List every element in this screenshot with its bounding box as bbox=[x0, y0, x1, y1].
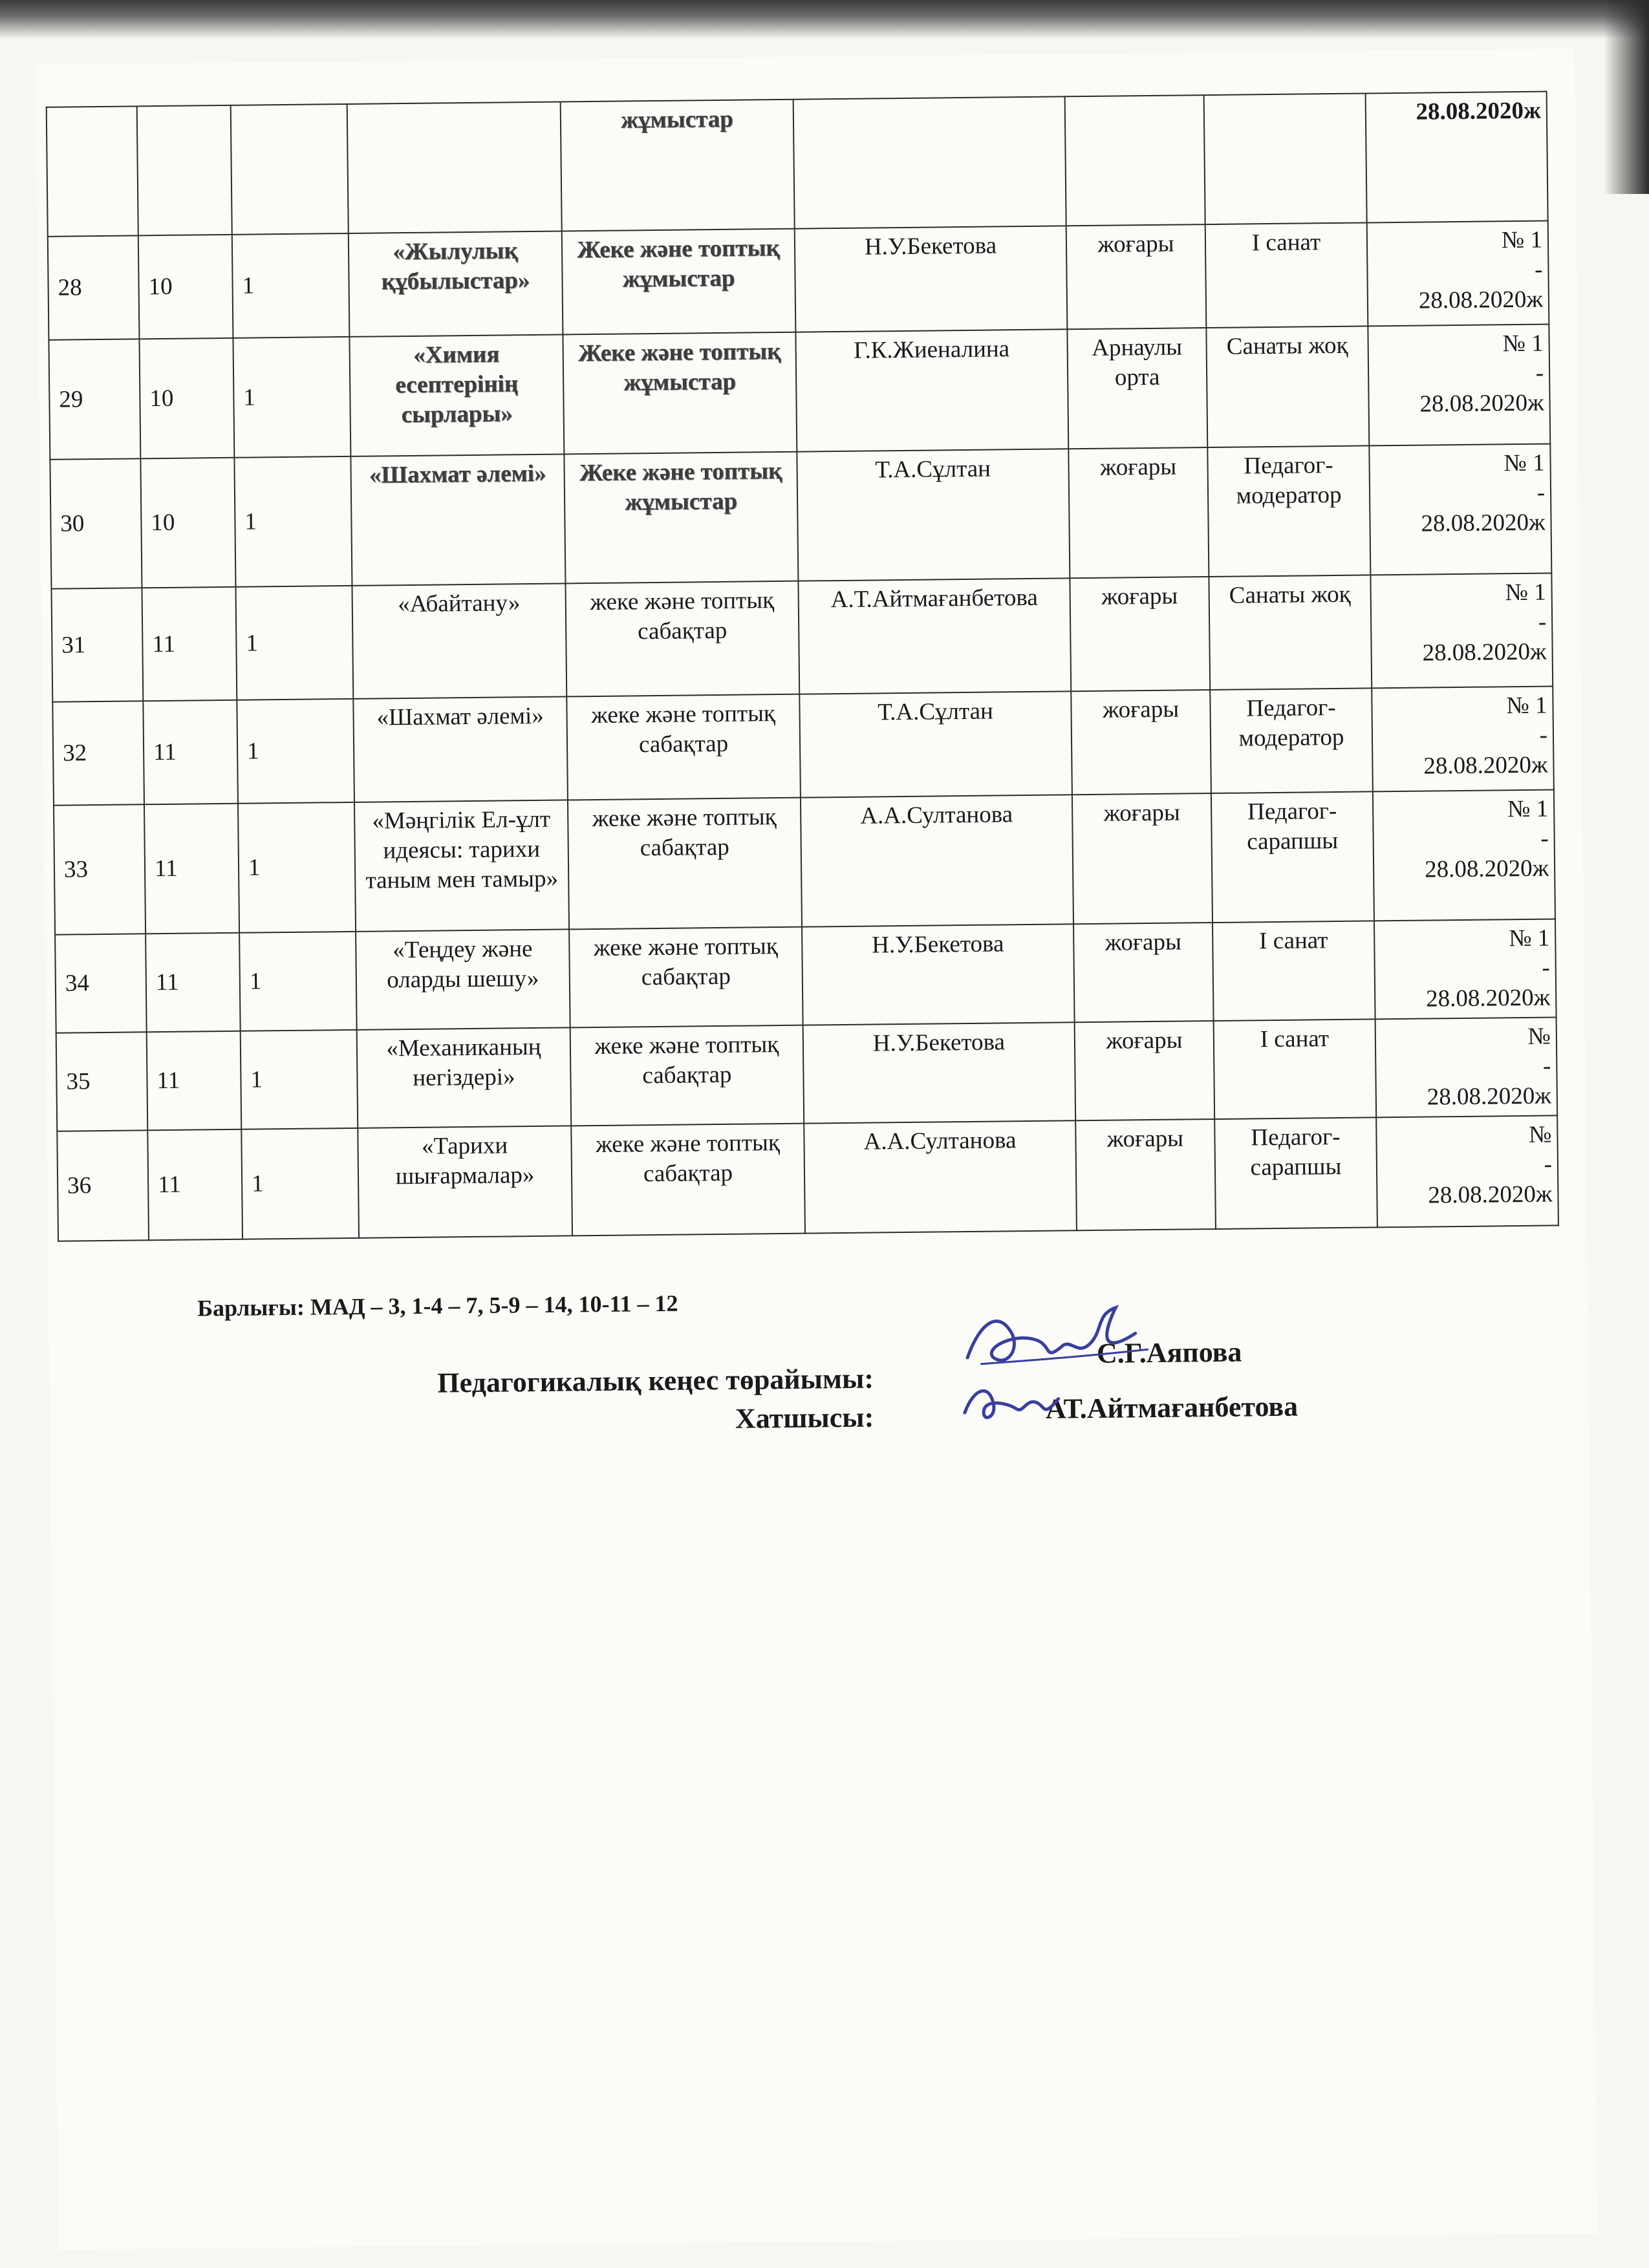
category-cell: Санаты жоқ bbox=[1209, 575, 1372, 690]
course-name-cell: «Шахмат әлемі» bbox=[350, 454, 565, 585]
education-cell: жоғары bbox=[1066, 224, 1207, 329]
grade-cell: 10 bbox=[140, 458, 235, 588]
category-cell: Педагог-модератор bbox=[1207, 445, 1370, 577]
protocol-date: 28.08.2020ж bbox=[1424, 855, 1549, 883]
hours-cell: 1 bbox=[232, 233, 350, 338]
education-cell: Арнаулы орта bbox=[1067, 328, 1207, 449]
category-cell: І санат bbox=[1205, 222, 1368, 328]
category-cell: Санаты жоқ bbox=[1206, 326, 1369, 447]
protocol-date: 28.08.2020ж bbox=[1422, 638, 1547, 667]
course-name-cell: «Мәңгілік Ел-ұлт идеясы: тарихи таным мен тамыр» bbox=[354, 800, 569, 931]
table-row bbox=[57, 1115, 1558, 1241]
scan-right-shadow bbox=[1604, 0, 1649, 194]
table-row bbox=[48, 325, 1550, 460]
totals-line: Барлығы: МАД – 3, 1-4 – 7, 5-9 – 14, 10-11 – 12 bbox=[197, 1290, 678, 1321]
course-name-cell: «Механиканың негіздері» bbox=[357, 1027, 572, 1128]
protocol-cell bbox=[1374, 919, 1557, 1019]
protocol-dash: - bbox=[1538, 608, 1547, 636]
hours-cell: 1 bbox=[241, 1030, 358, 1129]
hours-cell: 1 bbox=[238, 802, 356, 933]
chair-label: Педагогикалық кеңес төрайымы: bbox=[437, 1362, 874, 1399]
activity-type-cell: жеке және топтық сабақтар bbox=[565, 581, 799, 697]
education-cell: жоғары bbox=[1075, 1021, 1215, 1120]
hours-cell: 1 bbox=[241, 1128, 359, 1239]
grade-cell: 11 bbox=[143, 700, 238, 805]
protocol-date: 28.08.2020ж bbox=[1421, 509, 1546, 537]
row-number-cell: 36 bbox=[57, 1130, 149, 1241]
protocol-dash: - bbox=[1534, 256, 1543, 283]
activity-type-cell: жеке және топтық сабақтар bbox=[569, 927, 803, 1028]
row-number-cell: 34 bbox=[55, 934, 147, 1032]
protocol-cell bbox=[1375, 1017, 1558, 1117]
course-name-cell: «Абайтану» bbox=[352, 583, 566, 698]
row-number-cell: 29 bbox=[48, 339, 140, 459]
hours-cell: 1 bbox=[234, 456, 352, 587]
scan-top-shadow bbox=[0, 0, 1649, 39]
education-cell: жоғары bbox=[1075, 1119, 1216, 1230]
protocol-order-no: № bbox=[1528, 1121, 1552, 1148]
chair-signature-icon bbox=[954, 1294, 1161, 1380]
protocol-order-no: № 1 bbox=[1509, 925, 1550, 952]
course-name-cell: «Химия есептерінің сырлары» bbox=[349, 334, 564, 456]
course-name-cell: «Жылулық құбылыстар» bbox=[349, 231, 563, 336]
protocol-order-no: № 1 bbox=[1503, 449, 1545, 477]
row-number-cell: 35 bbox=[56, 1032, 148, 1131]
teacher-name-cell: А.Т.Айтмағанбетова bbox=[798, 578, 1071, 694]
grade-cell: 10 bbox=[139, 338, 234, 459]
protocol-dash: - bbox=[1544, 1151, 1553, 1178]
teacher-name-cell: А.А.Султанова bbox=[804, 1120, 1077, 1233]
grade-cell: 11 bbox=[147, 1129, 242, 1241]
activity-type-cell: жеке және топтық сабақтар bbox=[570, 1025, 804, 1126]
table-row bbox=[55, 919, 1556, 1032]
protocol-cell bbox=[1369, 444, 1551, 575]
protocol-dash: - bbox=[1542, 1053, 1551, 1080]
protocol-dash: - bbox=[1536, 479, 1546, 506]
secretary-signature-icon bbox=[954, 1373, 1072, 1432]
activity-type-cell: Жеке және топтық жұмыстар bbox=[562, 229, 796, 335]
education-cell: жоғары bbox=[1072, 793, 1212, 924]
protocol-cell bbox=[1368, 325, 1550, 446]
courses-table bbox=[46, 91, 1559, 1242]
grade-cell: 11 bbox=[147, 1031, 242, 1131]
hours-cell: 1 bbox=[239, 932, 357, 1031]
protocol-date: 28.08.2020ж bbox=[1423, 751, 1548, 780]
category-cell: Педагог-сарапшы bbox=[1211, 791, 1374, 923]
education-cell: жоғары bbox=[1071, 690, 1211, 795]
row-number-cell: 28 bbox=[48, 235, 140, 339]
protocol-dash: - bbox=[1540, 825, 1549, 852]
teacher-name-cell: Т.А.Сұлтан bbox=[799, 691, 1072, 797]
row-number-cell: 33 bbox=[54, 804, 146, 934]
teacher-name-cell: Т.А.Сұлтан bbox=[797, 449, 1070, 581]
education-cell: жоғары bbox=[1068, 447, 1209, 578]
course-name-cell: «Шахмат әлемі» bbox=[353, 696, 568, 802]
activity-type-cell: жеке және топтық сабақтар bbox=[566, 694, 801, 800]
protocol-cell bbox=[1373, 789, 1555, 921]
chair-name: С.Г.Аяпова bbox=[1096, 1336, 1242, 1369]
teacher-name-cell: Н.У.Бекетова bbox=[802, 924, 1075, 1025]
protocol-date: 28.08.2020ж bbox=[1428, 1181, 1553, 1209]
activity-type-cell: Жеке және топтық жұмыстар bbox=[564, 452, 798, 584]
protocol-order-no: № 1 bbox=[1507, 795, 1549, 823]
protocol-date: 28.08.2020ж bbox=[1418, 286, 1544, 314]
protocol-cell bbox=[1367, 221, 1549, 326]
protocol-order-no: № bbox=[1527, 1023, 1551, 1050]
category-cell: І санат bbox=[1212, 921, 1375, 1021]
grade-cell: 11 bbox=[142, 587, 237, 701]
protocol-order-no: № 1 bbox=[1505, 579, 1546, 606]
table-row-continued bbox=[47, 92, 1548, 237]
row-number-cell: 30 bbox=[50, 458, 142, 588]
category-cell: Педагог-модератор bbox=[1210, 688, 1373, 793]
category-cell: І санат bbox=[1214, 1019, 1377, 1119]
protocol-date: 28.08.2020ж bbox=[1419, 389, 1544, 418]
table-row bbox=[50, 444, 1551, 589]
protocol-order-no: № 1 bbox=[1502, 330, 1544, 358]
protocol-dash: - bbox=[1539, 722, 1548, 749]
teacher-name-cell: А.А.Султанова bbox=[801, 795, 1073, 926]
activity-type-cell: жеке және топтық сабақтар bbox=[568, 798, 802, 930]
table-row bbox=[52, 686, 1554, 805]
activity-cell: жұмыстар bbox=[561, 100, 795, 231]
activity-type-cell: жеке және топтық сабақтар bbox=[571, 1124, 805, 1236]
grade-cell: 11 bbox=[144, 804, 239, 934]
hours-cell: 1 bbox=[233, 337, 350, 458]
education-cell: жоғары bbox=[1070, 577, 1210, 691]
table-row bbox=[54, 789, 1555, 934]
table-row bbox=[56, 1017, 1557, 1131]
course-name-cell: «Теңдеу және оларды шешу» bbox=[356, 929, 570, 1029]
hours-cell: 1 bbox=[235, 586, 353, 700]
date-cell: 28.08.2020ж bbox=[1366, 92, 1548, 223]
activity-type-cell: Жеке және топтық жұмыстар bbox=[563, 332, 797, 455]
education-cell: жоғары bbox=[1073, 923, 1214, 1022]
grade-cell: 11 bbox=[146, 933, 241, 1032]
secretary-label: Хатшысы: bbox=[735, 1401, 874, 1435]
grade-cell: 10 bbox=[138, 235, 233, 339]
row-number-cell: 31 bbox=[51, 588, 143, 701]
document-page bbox=[36, 48, 1597, 2250]
table-row bbox=[51, 573, 1553, 701]
protocol-date: 28.08.2020ж bbox=[1427, 1082, 1552, 1111]
teacher-name-cell: Н.У.Бекетова bbox=[803, 1022, 1076, 1123]
row-number-cell: 32 bbox=[52, 701, 144, 805]
table-row bbox=[48, 221, 1549, 340]
protocol-cell bbox=[1370, 573, 1553, 688]
protocol-date: 28.08.2020ж bbox=[1425, 984, 1551, 1012]
protocol-dash: - bbox=[1542, 954, 1550, 981]
protocol-order-no: № 1 bbox=[1506, 692, 1547, 720]
category-cell: Педагог-сарапшы bbox=[1214, 1117, 1377, 1229]
protocol-dash: - bbox=[1535, 359, 1544, 387]
teacher-name-cell: Н.У.Бекетова bbox=[795, 226, 1068, 332]
secretary-name: АТ.Айтмағанбетова bbox=[1045, 1390, 1299, 1425]
protocol-order-no: № 1 bbox=[1501, 226, 1543, 254]
teacher-name-cell: Г.К.Жиеналина bbox=[795, 329, 1068, 451]
protocol-cell bbox=[1376, 1115, 1558, 1227]
hours-cell: 1 bbox=[237, 699, 354, 804]
protocol-cell bbox=[1372, 686, 1554, 791]
course-name-cell: «Тарихи шығармалар» bbox=[358, 1126, 572, 1237]
